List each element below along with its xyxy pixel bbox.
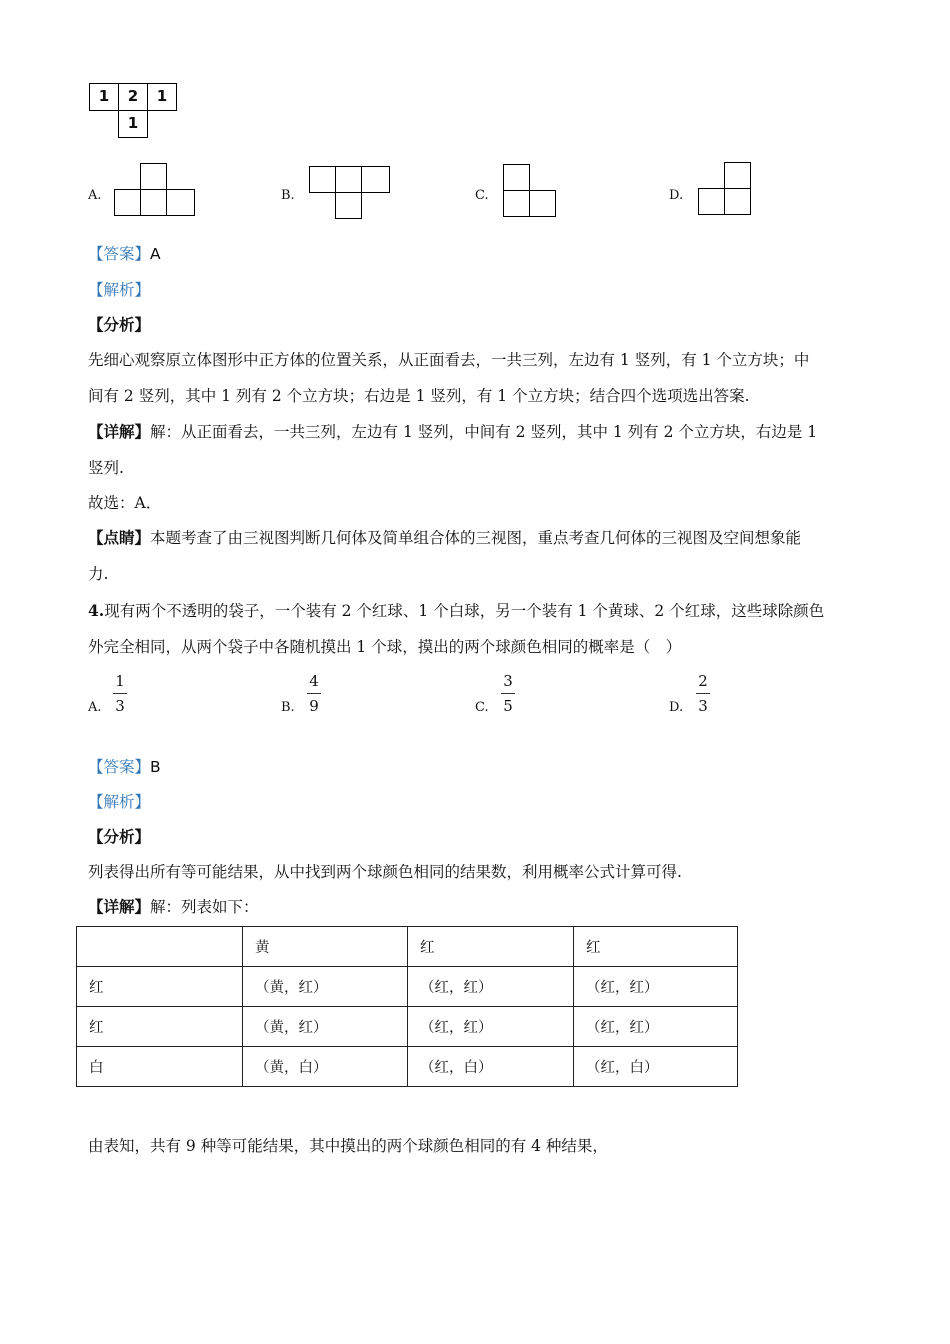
table-cell: （红，红） [574,967,738,1007]
table-header-row [77,927,738,967]
table-cell: 红 [574,927,738,967]
q3-fenxi-text: 先细心观察原立体图形中正方体的位置关系，从正面看去，一共三列，左边有 1 竖列，有 1 个立方块；中 [88,351,810,369]
q3-fenxi-label: 【分析】 [88,315,151,334]
q3-fenxi-text: 间有 2 竖列，其中 1 列有 2 个立方块；右边是 1 竖列，有 1 个立方块；结合四个选项选出答案. [88,387,750,405]
top-view-cell: 1 [118,110,148,138]
table-cell: （黄，红） [243,1007,408,1047]
table-cell: （红，白） [408,1047,574,1087]
q4-option-d-label: D. [669,700,684,715]
table-cell: 黄 [243,927,408,967]
table-cell: （红，红） [408,967,574,1007]
q3-dianjing: 【点睛】本题考查了由三视图判断几何体及简单组合体的三视图，重点考查几何体的三视图及空间想象能 [88,528,802,547]
q4-conclusion: 由表知，共有 9 种等可能结果，其中摸出的两个球颜色相同的有 4 种结果， [88,1137,608,1155]
q4-question: 4.现有两个不透明的袋子，一个装有 2 个红球、1 个白球，另一个装有 1 个黄球、2 个红球，这些球除颜色 [88,601,825,620]
q3-choice: 故选：A． [88,494,162,512]
q4-option-d-fraction: 2 3 [696,671,710,716]
table-row [77,967,738,1007]
outcome-table [76,926,738,1087]
table-cell: （红，红） [408,1007,574,1047]
table-cell [77,927,243,967]
q3-dianjing-cont: 力. [88,565,109,583]
table-row [77,1047,738,1087]
option-c-label: C. [475,188,489,203]
top-view-cell: 1 [89,83,119,111]
q3-answer: 【答案】A [88,245,161,263]
table-cell: （红，红） [574,1007,738,1047]
q3-detail-cont: 竖列. [88,459,124,477]
q4-option-c-label: C. [475,700,489,715]
table-cell: 红 [408,927,574,967]
table-cell: 红 [77,1007,243,1047]
q3-analysis-label: 【解析】 [88,281,151,299]
option-a-label: A. [88,188,102,203]
top-view-cell: 1 [147,83,177,111]
q4-question-cont: 外完全相同，从两个袋子中各随机摸出 1 个球，摸出的两个球颜色相同的概率是（ ） [88,638,682,656]
table-cell: 红 [77,967,243,1007]
table-cell: 白 [77,1047,243,1087]
q4-option-a-fraction: 1 3 [113,671,127,716]
table-cell: （红，白） [574,1047,738,1087]
top-view-cell: 2 [118,83,148,111]
q4-detail: 【详解】解：列表如下： [88,897,259,916]
q4-fenxi-label: 【分析】 [88,827,151,846]
option-b-label: B. [281,188,295,203]
q4-analysis-label: 【解析】 [88,793,151,811]
q4-option-b-fraction: 4 9 [307,671,321,716]
q4-fenxi-text: 列表得出所有等可能结果，从中找到两个球颜色相同的结果数，利用概率公式计算可得. [88,863,682,881]
table-row [77,1007,738,1047]
q3-detail: 【详解】解：从正面看去，一共三列，左边有 1 竖列，中间有 2 竖列，其中 1 列有 2 个立方块，右边是 1 [88,422,818,441]
q4-answer: 【答案】B [88,758,161,776]
q4-option-b-label: B. [281,700,295,715]
table-cell: （黄，白） [243,1047,408,1087]
q4-option-c-fraction: 3 5 [501,671,515,716]
q4-option-a-label: A. [88,700,102,715]
option-d-label: D. [669,188,684,203]
table-cell: （黄，红） [243,967,408,1007]
